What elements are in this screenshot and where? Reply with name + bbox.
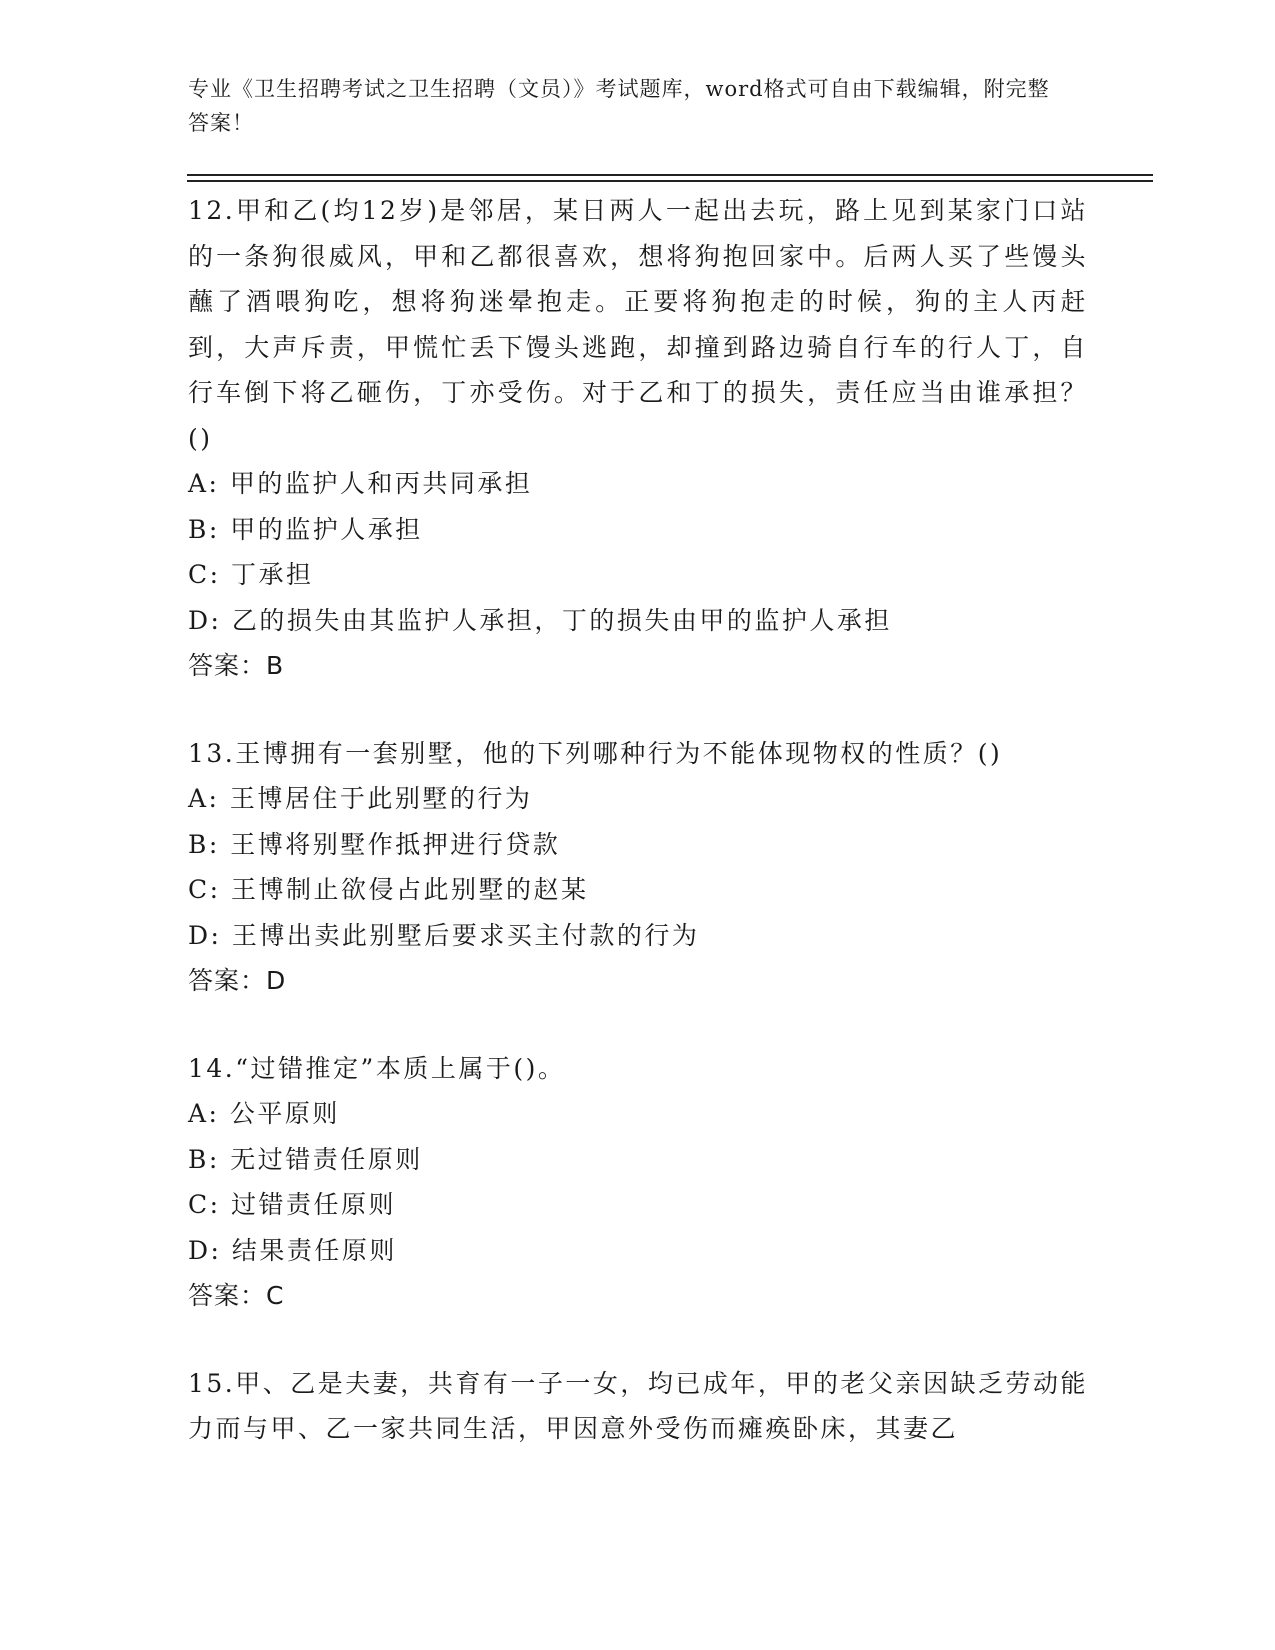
document-header (188, 72, 1068, 140)
option-a: A: 王博居住于此别墅的行为 (188, 784, 533, 813)
option-b: B: 王博将别墅作抵押进行贷款 (188, 829, 561, 859)
answer-line: 答案：B (188, 651, 285, 680)
answer-line: 答案：C (188, 1281, 285, 1310)
header-divider-bottom (187, 180, 1153, 182)
header-divider-top (187, 174, 1153, 176)
option-d: D: 乙的损失由其监护人承担，丁的损失由甲的监护人承担 (188, 605, 892, 635)
question-stem: 14.“过错推定”本质上属于()。 (188, 1053, 566, 1083)
option-c: C: 丁承担 (188, 560, 314, 589)
question-stem: 15.甲、乙是夫妻，共育有一子一女，均已成年，甲的老父亲因缺乏劳动能力而与甲、乙一家共同生活，甲因意外受伤而瘫痪卧床，其妻乙 (188, 1368, 1088, 1443)
question-14 (188, 1046, 1088, 1319)
question-list (188, 188, 1088, 1494)
question-13 (188, 731, 1088, 1004)
question-15 (188, 1361, 1088, 1452)
option-a: A: 公平原则 (188, 1099, 340, 1128)
option-b: B: 甲的监护人承担 (188, 514, 423, 544)
header-title: 专业《卫生招聘考试之卫生招聘（文员）》考试题库，word格式可自由下载编辑，附完整答案！ (188, 77, 1050, 135)
question-12 (188, 188, 1088, 689)
option-a: A: 甲的监护人和丙共同承担 (188, 469, 533, 498)
option-b: B: 无过错责任原则 (188, 1144, 423, 1174)
option-d: D: 结果责任原则 (188, 1235, 397, 1265)
option-c: C: 过错责任原则 (188, 1190, 396, 1219)
option-c: C: 王博制止欲侵占此别墅的赵某 (188, 875, 589, 904)
answer-line: 答案：D (188, 966, 287, 995)
question-stem: 12.甲和乙(均12岁)是邻居，某日两人一起出去玩，路上见到某家门口站的一条狗很威风，甲和乙都很喜欢，想将狗抱回家中。后两人买了些馒头蘸了酒喂狗吃，想将狗迷晕抱走。正要将狗抱走的时候，狗的主人丙赶到，大声斥责，甲慌忙丢下馒头逃跑，却撞到路边骑自行车的行人丁，自行车倒下将乙砸伤，丁亦受伤。对于乙和丁的损失，责任应当由谁承担？() (188, 196, 1088, 453)
question-stem: 13.王博拥有一套别墅，他的下列哪种行为不能体现物权的性质？() (188, 738, 1003, 768)
option-d: D: 王博出卖此别墅后要求买主付款的行为 (188, 920, 700, 950)
